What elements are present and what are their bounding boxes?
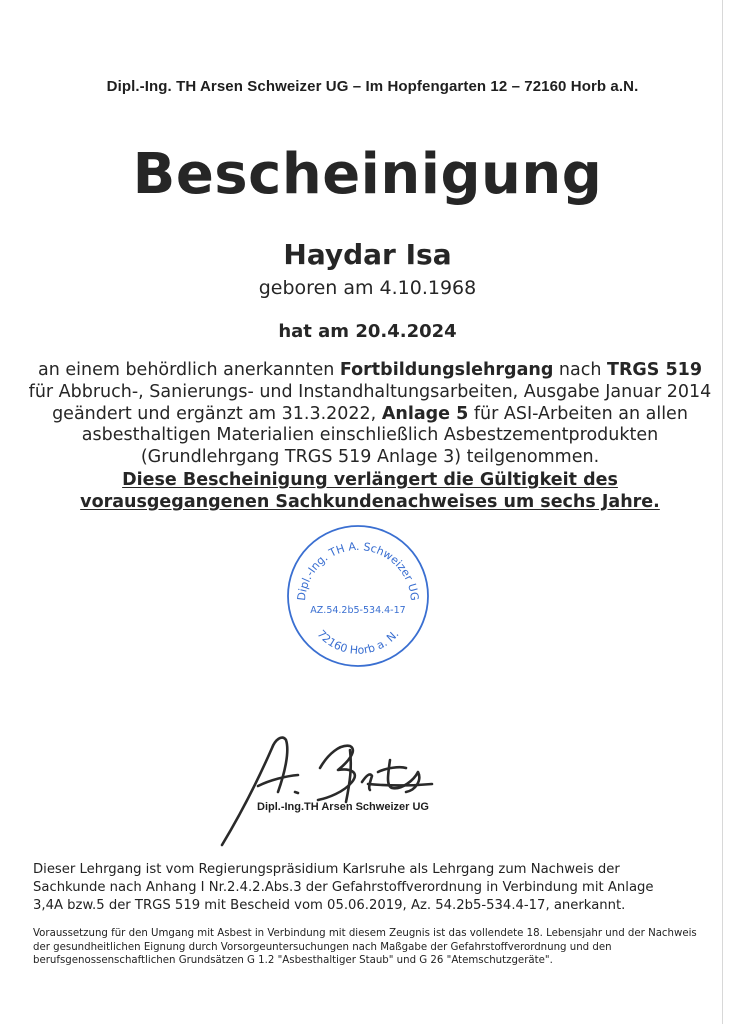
stamp-middle-text: AZ.54.2b5-534.4-17 [310,605,406,616]
handwritten-signature [200,720,450,850]
certificate-title: Bescheinigung [132,142,603,207]
body-bold-trgs: TRGS 519 [607,360,703,380]
validity-line-2: vorausgegangenen Sachkundenachweises um sechs Jahre. [80,491,660,512]
body-part-1: an einem behördlich anerkannten [37,360,340,380]
certificate-body [20,360,720,469]
body-part-3: für Abbruch-, Sanierungs- und Instandhaltungsarbeiten, Ausgabe Januar 2014 geändert und ergänzt am 31.3.2022, [28,381,712,424]
body-bold-course: Fortbildungslehrgang [339,360,554,380]
birth-date: geboren am 4.10.1968 [258,277,477,299]
body-part-2: nach [553,360,608,380]
prerequisite-note: Voraussetzung für den Umgang mit Asbest in Verbindung mit diesem Zeugnis ist das vollendete 18. Lebensjahr und der Nachweis der gesundheitlichen Eignung durch Vorsorgeuntersuchungen nach Maßgabe der Gefahrstoffverordnung und den berufsgenossenschaftlichen Grundsätzen G 1.2 "Asbesthaltiger Staub" und G 26 "Atemschutzgeräte". [33,928,697,966]
validity-extension-note [20,470,720,514]
holder-name: Haydar Isa [283,238,452,271]
stamp-bottom-text: 72160 Horb a. N. [314,627,402,657]
official-stamp [283,521,433,671]
signature-caption: Dipl.-Ing.TH Arsen Schweizer UG [257,801,429,813]
body-part-4: für ASI-Arbeiten an allen asbesthaltigen Materialien einschließlich Asbestzementprodukten (Grundlehrgang TRGS 519 Anlage 3) teilgenommen. [81,403,688,468]
body-bold-anlage: Anlage 5 [381,403,469,424]
issuer-header: Dipl.-Ing. TH Arsen Schweizer UG – Im Hopfengarten 12 – 72160 Horb a.N. [106,78,639,95]
recognition-statement: Dieser Lehrgang ist vom Regierungspräsidium Karlsruhe als Lehrgang zum Nachweis der Sachkunde nach Anhang I Nr.2.4.2.Abs.3 der Gefahrstoffverordnung in Verbindung mit Anlage 3,4A bzw.5 der TRGS 519 mit Bescheid vom 05.06.2019, Az. 54.2b5-534.4-17, anerkannt. [33,862,654,913]
stamp-top-text: Dipl.-Ing. TH A. Schweizer UG [294,539,422,602]
course-date: hat am 20.4.2024 [278,321,457,342]
validity-line-1: Diese Bescheinigung verlängert die Gültigkeit des [122,470,618,490]
